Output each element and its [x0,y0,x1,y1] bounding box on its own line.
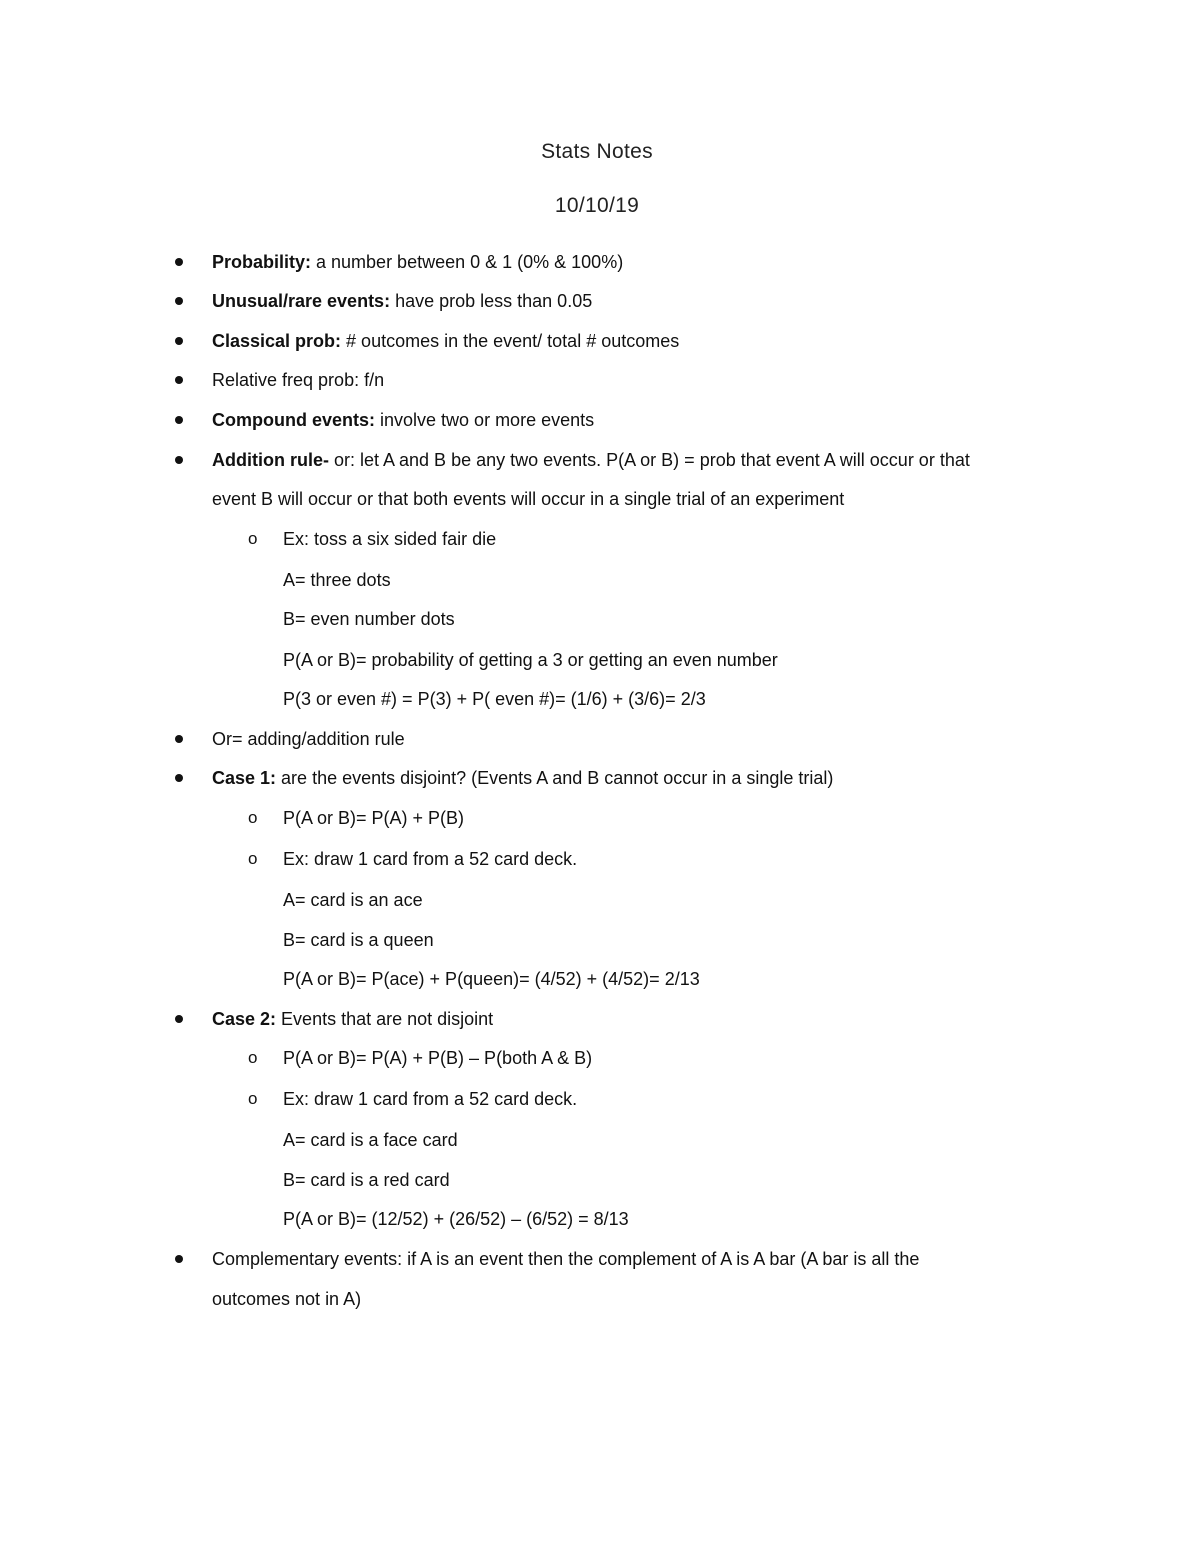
note-complementary-continued: outcomes not in A) [212,1289,362,1309]
sub-bullet-marker: o [248,529,258,548]
example-card-deck: Ex: draw 1 card from a 52 card deck. [283,1089,578,1109]
example-line: P(A or B)= P(ace) + P(queen)= (4/52) + (4/52)= 2/13 [283,969,700,989]
definition: Events that are not disjoint [276,1009,494,1029]
bullet-icon [173,727,185,751]
note-case-2 [212,1007,493,1031]
term: Case 1: [212,768,277,788]
note-or-adding [212,727,405,751]
note-compound-events [212,408,594,432]
sub-bullet-marker: o [248,808,258,827]
example-die: Ex: toss a six sided fair die [283,529,497,549]
sub-bullet-marker: o [248,1089,258,1108]
example-line: P(A or B)= probability of getting a 3 or getting an even number [283,650,778,670]
definition: a number between 0 & 1 (0% & 100%) [311,252,624,272]
bullet-icon [173,766,185,790]
term: Addition rule- [212,450,329,470]
note-complementary-events [212,1247,919,1271]
note-probability [212,250,623,274]
definition: Or= adding/addition rule [212,729,405,749]
example-line: B= card is a red card [283,1170,450,1190]
note-addition-rule-continued: event B will occur or that both events will occur in a single trial of an experiment [212,489,845,509]
formula-not-disjoint: P(A or B)= P(A) + P(B) – P(both A & B) [283,1048,593,1068]
page-title: Stats Notes [541,140,653,163]
sub-bullet-marker: o [248,1048,258,1067]
example-line: A= card is an ace [283,890,423,910]
note-classical-prob [212,329,679,353]
page-date: 10/10/19 [554,194,640,217]
example-line: B= card is a queen [283,930,434,950]
definition: Complementary events: if A is an event then the complement of A is A bar (A bar is all the [212,1249,920,1269]
term: Compound events: [212,410,376,430]
bullet-icon [173,1247,185,1271]
bullet-icon [173,368,185,392]
bullet-icon [173,329,185,353]
bullet-icon [173,250,185,274]
note-addition-rule [212,448,970,472]
definition: Relative freq prob: f/n [212,370,385,390]
term: Case 2: [212,1009,277,1029]
sub-bullet-marker: o [248,849,258,868]
definition: are the events disjoint? (Events A and B cannot occur in a single trial) [276,768,834,788]
bullet-icon [173,408,185,432]
term: Classical prob: [212,331,342,351]
example-line: A= three dots [283,570,391,590]
bullet-icon [173,289,185,313]
example-card-deck: Ex: draw 1 card from a 52 card deck. [283,849,578,869]
bullet-icon [173,1007,185,1031]
definition: or: let A and B be any two events. P(A or B) = prob that event A will occur or that [328,450,970,470]
note-unusual-events [212,289,592,313]
definition: # outcomes in the event/ total # outcomes [341,331,680,351]
formula-disjoint: P(A or B)= P(A) + P(B) [283,808,465,828]
example-line: A= card is a face card [283,1130,458,1150]
note-relative-freq [212,368,384,392]
definition: involve two or more events [375,410,595,430]
note-case-1 [212,766,833,790]
term: Probability: [212,252,312,272]
example-line: P(A or B)= (12/52) + (26/52) – (6/52) = 8/13 [283,1209,629,1229]
example-line: B= even number dots [283,609,455,629]
term: Unusual/rare events: [212,291,391,311]
definition: have prob less than 0.05 [390,291,593,311]
example-line: P(3 or even #) = P(3) + P( even #)= (1/6) + (3/6)= 2/3 [283,689,706,709]
bullet-icon [173,448,185,472]
